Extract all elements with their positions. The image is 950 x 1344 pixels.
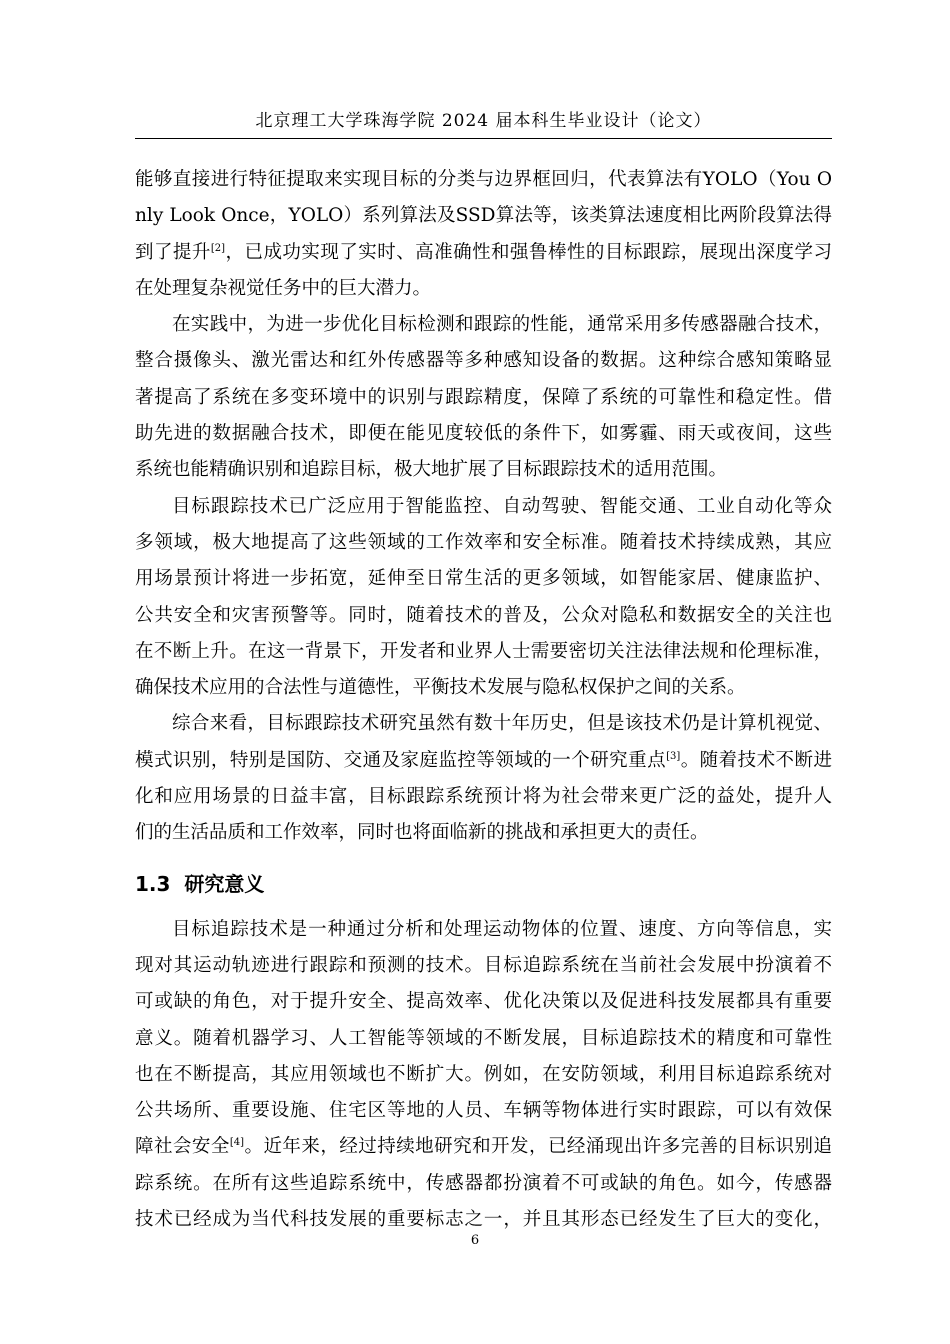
text-run: 。随着技术不断进: [680, 749, 832, 771]
paragraph-3: [135, 489, 832, 707]
citation-ref: [3]: [666, 750, 681, 762]
text-line: 著提高了系统在多变环境中的识别与跟踪精度，保障了系统的可靠性和稳定性。借: [135, 386, 832, 408]
text-line: nly Look Once，YOLO）系列算法及SSD算法等，该类算法速度相比两阶段算法得: [135, 205, 832, 227]
text-line: 公共安全和灾害预警等。同时，随着技术的普及，公众对隐私和数据安全的关注也: [135, 604, 832, 626]
citation-ref: [4]: [229, 1137, 245, 1149]
text-run: 。近年来，经过持续地研究和开发，已经涌现出许多完善的目标识别追: [244, 1136, 832, 1158]
text-line: 踪系统。在所有这些追踪系统中，传感器都扮演着不可或缺的角色。如今，传感器: [135, 1172, 832, 1194]
header-title: 北京理工大学珠海学院 2024 届本科生毕业设计（论文）: [255, 111, 712, 131]
section-title: 研究意义: [184, 871, 265, 896]
text-line: 用场景预计将进一步拓宽，延伸至日常生活的更多领域，如智能家居、健康监护、: [135, 568, 832, 590]
paragraph-4: [135, 706, 832, 851]
page-header: [135, 106, 832, 139]
text-line: 在处理复杂视觉任务中的巨大潜力。: [135, 277, 432, 299]
text-line: 在不断上升。在这一背景下，开发者和业界人士需要密切关注法律法规和伦理标准，: [135, 640, 832, 662]
page-number: 6: [470, 1233, 480, 1248]
text-line: 现对其运动轨迹进行跟踪和预测的技术。目标追踪系统在当前社会发展中扮演着不: [135, 954, 832, 976]
text-line: 确保技术应用的合法性与道德性，平衡技术发展与隐私权保护之间的关系。: [135, 677, 746, 699]
section-heading: [135, 865, 832, 903]
text-line: 系统也能精确识别和追踪目标，极大地扩展了目标跟踪技术的适用范围。: [135, 459, 728, 481]
text-line: 目标追踪技术是一种通过分析和处理运动物体的位置、速度、方向等信息，实: [172, 918, 832, 940]
text-run: 模式识别，特别是国防、交通及家庭监控等领域的一个研究重点: [135, 749, 667, 771]
text-line: 化和应用场景的日益丰富，目标跟踪系统预计将为社会带来更广泛的益处，提升人: [135, 786, 832, 808]
text-line: 们的生活品质和工作效率，同时也将面临新的挑战和承担更大的责任。: [135, 822, 709, 844]
text-line: [135, 235, 832, 271]
text-line: 整合摄像头、激光雷达和红外传感器等多种感知设备的数据。这种综合感知策略显: [135, 350, 832, 372]
text-line: 能够直接进行特征提取来实现目标的分类与边界框回归，代表算法有YOLO（You O: [135, 169, 832, 190]
text-run: ，已成功实现了实时、高准确性和强鲁棒性的目标跟踪，展现出深度学习: [225, 241, 832, 263]
text-line: 在实践中，为进一步优化目标检测和跟踪的性能，通常采用多传感器融合技术，: [172, 314, 832, 336]
paragraph-2: [135, 307, 832, 488]
text-line: [135, 1129, 832, 1165]
text-line: 意义。随着机器学习、人工智能等领域的不断发展，目标追踪技术的精度和可靠性: [135, 1027, 832, 1049]
text-line: 技术已经成为当代科技发展的重要标志之一，并且其形态已经发生了巨大的变化，: [135, 1209, 832, 1231]
text-line: 助先进的数据融合技术，即便在能见度较低的条件下，如雾霾、雨天或夜间，这些: [135, 423, 832, 445]
paragraph-5: [135, 912, 832, 1239]
text-line: 公共场所、重要设施、住宅区等地的人员、车辆等物体进行实时跟踪，可以有效保: [135, 1100, 832, 1122]
text-line: 目标跟踪技术已广泛应用于智能监控、自动驾驶、智能交通、工业自动化等众: [172, 495, 832, 517]
citation-ref: [2]: [210, 242, 226, 254]
text-run: 到了提升: [135, 241, 211, 263]
section-number: 1.3: [135, 871, 171, 896]
text-line: 综合来看，目标跟踪技术研究虽然有数十年历史，但是该技术仍是计算机视觉、: [172, 713, 832, 735]
page-body: [135, 162, 832, 1238]
text-run: 障社会安全: [135, 1136, 230, 1158]
text-line: [135, 743, 832, 779]
text-line: 也在不断提高，其应用领域也不断扩大。例如，在安防领域，利用目标追踪系统对: [135, 1063, 832, 1085]
text-line: 可或缺的角色，对于提升安全、提高效率、优化决策以及促进科技发展都具有重要: [135, 991, 832, 1013]
text-line: 多领域，极大地提高了这些领域的工作效率和安全标准。随着技术持续成熟，其应: [135, 531, 832, 553]
paragraph-1: [135, 162, 832, 307]
